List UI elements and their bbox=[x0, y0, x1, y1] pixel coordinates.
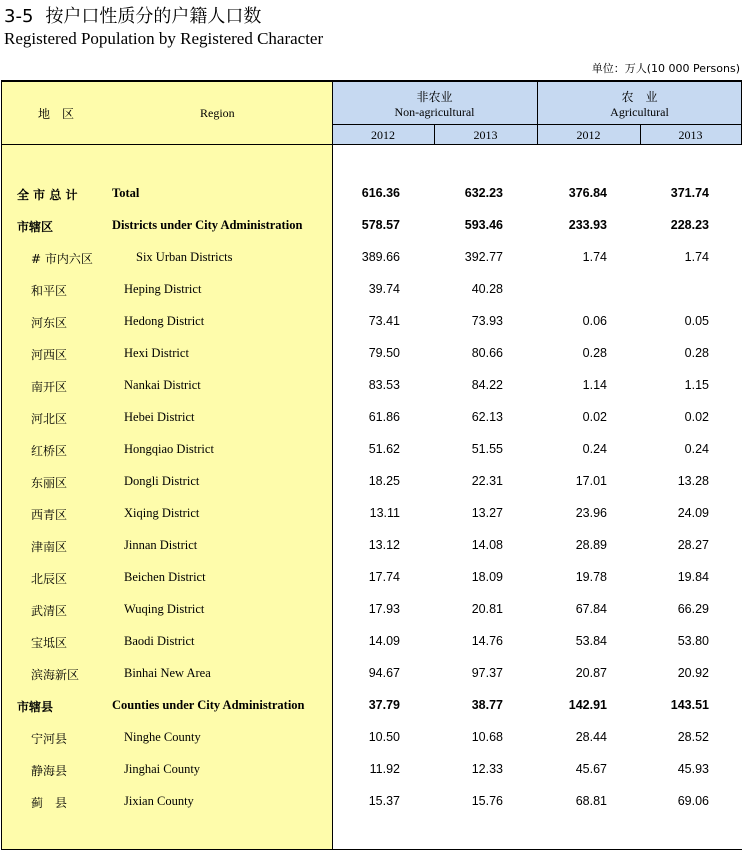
region-name-cn: 蓟 县 bbox=[31, 796, 68, 810]
table-row bbox=[1, 506, 742, 526]
region-name-en: Hedong District bbox=[124, 314, 205, 328]
table-row bbox=[1, 186, 742, 206]
value-cell: 14.09 bbox=[368, 634, 400, 648]
value-cell: 94.67 bbox=[368, 666, 400, 680]
region-name-en: Baodi District bbox=[124, 634, 195, 648]
table-row bbox=[1, 218, 742, 238]
year-header: 2013 bbox=[473, 128, 498, 142]
region-name-cn: # 市内六区 bbox=[31, 252, 93, 266]
value-cell: 51.62 bbox=[368, 442, 400, 456]
value-cell: 15.76 bbox=[471, 794, 503, 808]
value-cell: 20.87 bbox=[575, 666, 607, 680]
region-name-cn: 河北区 bbox=[31, 412, 68, 426]
value-cell: 0.24 bbox=[684, 442, 709, 456]
region-name-cn: 静海县 bbox=[31, 764, 68, 778]
value-cell: 1.15 bbox=[684, 378, 709, 392]
table-row bbox=[1, 282, 742, 302]
region-name-en: Wuqing District bbox=[124, 602, 205, 616]
value-cell: 0.02 bbox=[582, 410, 607, 424]
value-cell: 80.66 bbox=[471, 346, 503, 360]
value-cell: 73.41 bbox=[368, 314, 400, 328]
region-name-en: Nankai District bbox=[124, 378, 201, 392]
value-cell: 18.09 bbox=[471, 570, 503, 584]
value-cell: 28.44 bbox=[575, 730, 607, 744]
value-cell: 28.52 bbox=[677, 730, 709, 744]
value-cell: 11.92 bbox=[369, 762, 400, 776]
value-cell: 17.01 bbox=[575, 474, 607, 488]
value-cell: 18.25 bbox=[368, 474, 400, 488]
value-cell: 143.51 bbox=[670, 698, 709, 712]
region-name-en: Dongli District bbox=[124, 474, 200, 488]
unit-label: 单位：万人(10 000 Persons) bbox=[591, 62, 740, 75]
value-cell: 13.27 bbox=[471, 506, 503, 520]
value-cell: 578.57 bbox=[361, 218, 400, 232]
value-cell: 0.06 bbox=[582, 314, 607, 328]
region-name-en: Hexi District bbox=[124, 346, 189, 360]
value-cell: 51.55 bbox=[471, 442, 503, 456]
table-row bbox=[1, 730, 742, 750]
value-cell: 0.28 bbox=[684, 346, 709, 360]
value-cell: 0.24 bbox=[582, 442, 607, 456]
value-cell: 228.23 bbox=[670, 218, 709, 232]
region-name-cn: 河西区 bbox=[31, 348, 68, 362]
region-name-en: Beichen District bbox=[124, 570, 206, 584]
value-cell: 12.33 bbox=[471, 762, 503, 776]
table-row bbox=[1, 538, 742, 558]
value-cell: 79.50 bbox=[368, 346, 400, 360]
value-cell: 39.74 bbox=[368, 282, 400, 296]
region-name-cn: 西青区 bbox=[31, 508, 68, 522]
region-name-cn: 红桥区 bbox=[31, 444, 68, 458]
value-cell: 83.53 bbox=[368, 378, 400, 392]
value-cell: 17.74 bbox=[368, 570, 400, 584]
value-cell: 61.86 bbox=[368, 410, 400, 424]
table-row bbox=[1, 570, 742, 590]
value-cell: 38.77 bbox=[471, 698, 503, 712]
value-cell: 15.37 bbox=[368, 794, 400, 808]
table-row bbox=[1, 794, 742, 814]
value-cell: 37.79 bbox=[368, 698, 400, 712]
value-cell: 53.80 bbox=[677, 634, 709, 648]
region-name-cn: 宁河县 bbox=[31, 732, 68, 746]
value-cell: 62.13 bbox=[471, 410, 503, 424]
value-cell: 1.74 bbox=[582, 250, 607, 264]
region-name-cn: 宝坻区 bbox=[31, 636, 68, 650]
table-title-cn-text: 按户口性质分的户籍人口数 bbox=[45, 6, 262, 27]
region-name-en: Ninghe County bbox=[124, 730, 201, 744]
region-header-en: Region bbox=[200, 106, 235, 120]
value-cell: 0.02 bbox=[684, 410, 709, 424]
value-cell: 371.74 bbox=[670, 186, 709, 200]
value-cell: 389.66 bbox=[361, 250, 400, 264]
value-cell: 20.81 bbox=[471, 602, 503, 616]
agri-header-cn: 农 业 bbox=[621, 90, 658, 104]
table-row bbox=[1, 442, 742, 462]
region-name-en: Jixian County bbox=[124, 794, 194, 808]
table-row bbox=[1, 474, 742, 494]
table-row bbox=[1, 378, 742, 398]
table-row bbox=[1, 410, 742, 430]
value-cell: 13.28 bbox=[677, 474, 709, 488]
region-name-cn: 滨海新区 bbox=[31, 668, 80, 682]
value-cell: 14.76 bbox=[471, 634, 503, 648]
region-name-en: Counties under City Administration bbox=[112, 698, 305, 712]
value-cell: 142.91 bbox=[568, 698, 607, 712]
value-cell: 22.31 bbox=[471, 474, 503, 488]
value-cell: 376.84 bbox=[568, 186, 607, 200]
value-cell: 0.05 bbox=[684, 314, 709, 328]
region-name-cn: 河东区 bbox=[31, 316, 68, 330]
value-cell: 593.46 bbox=[464, 218, 503, 232]
agri-header-en: Agricultural bbox=[610, 105, 669, 119]
nonagri-header-cn: 非农业 bbox=[416, 90, 453, 104]
table-title-cn bbox=[4, 2, 261, 28]
value-cell: 14.08 bbox=[471, 538, 503, 552]
value-cell: 1.74 bbox=[684, 250, 709, 264]
region-name-cn: 市辖县 bbox=[17, 700, 54, 714]
year-header: 2013 bbox=[678, 128, 703, 142]
value-cell: 97.37 bbox=[471, 666, 503, 680]
table-row bbox=[1, 314, 742, 334]
nonagri-header-en: Non-agricultural bbox=[394, 105, 475, 119]
table-row bbox=[1, 250, 742, 270]
table-title-en: Registered Population by Registered Character bbox=[4, 29, 324, 48]
value-cell: 28.89 bbox=[575, 538, 607, 552]
value-cell: 66.29 bbox=[677, 602, 709, 616]
region-name-en: Jinghai County bbox=[124, 762, 201, 776]
value-cell: 19.78 bbox=[575, 570, 607, 584]
region-header-cn: 地 区 bbox=[38, 107, 75, 121]
value-cell: 0.28 bbox=[582, 346, 607, 360]
value-cell: 616.36 bbox=[361, 186, 400, 200]
value-cell: 67.84 bbox=[575, 602, 607, 616]
region-name-cn: 津南区 bbox=[31, 540, 68, 554]
value-cell: 20.92 bbox=[677, 666, 709, 680]
value-cell: 632.23 bbox=[464, 186, 503, 200]
region-name-cn: 全 市 总 计 bbox=[17, 188, 78, 202]
header-bottom-rule bbox=[1, 144, 742, 145]
region-name-en: Total bbox=[112, 186, 140, 200]
value-cell: 10.50 bbox=[368, 730, 400, 744]
region-name-cn: 南开区 bbox=[31, 380, 68, 394]
year-header: 2012 bbox=[371, 128, 395, 142]
region-name-en: Jinnan District bbox=[124, 538, 198, 552]
value-cell: 17.93 bbox=[368, 602, 400, 616]
value-cell: 68.81 bbox=[575, 794, 607, 808]
region-name-en: Hongqiao District bbox=[124, 442, 214, 456]
year-header: 2012 bbox=[576, 128, 601, 142]
region-name-en: Hebei District bbox=[124, 410, 195, 424]
value-cell: 40.28 bbox=[471, 282, 503, 296]
value-cell: 19.84 bbox=[677, 570, 709, 584]
table-row bbox=[1, 634, 742, 654]
value-cell: 45.67 bbox=[575, 762, 607, 776]
table-row bbox=[1, 602, 742, 622]
table-row bbox=[1, 346, 742, 366]
value-cell: 10.68 bbox=[471, 730, 503, 744]
region-name-cn: 和平区 bbox=[31, 284, 68, 298]
region-name-cn: 东丽区 bbox=[31, 476, 68, 490]
value-cell: 13.12 bbox=[368, 538, 400, 552]
region-name-en: Heping District bbox=[124, 282, 202, 296]
region-name-en: Six Urban Districts bbox=[136, 250, 233, 264]
value-cell: 392.77 bbox=[464, 250, 503, 264]
table-row bbox=[1, 698, 742, 718]
region-name-cn: 武清区 bbox=[31, 604, 68, 618]
value-cell: 28.27 bbox=[677, 538, 709, 552]
region-name-en: Binhai New Area bbox=[124, 666, 211, 680]
region-name-en: Xiqing District bbox=[124, 506, 200, 520]
value-cell: 233.93 bbox=[568, 218, 607, 232]
region-name-en: Districts under City Administration bbox=[112, 218, 303, 232]
table-row bbox=[1, 762, 742, 782]
value-cell: 13.11 bbox=[369, 506, 400, 520]
table-number: 3-5 bbox=[4, 6, 34, 27]
top-rule bbox=[1, 80, 742, 82]
value-cell: 24.09 bbox=[677, 506, 709, 520]
value-cell: 1.14 bbox=[582, 378, 607, 392]
value-cell: 45.93 bbox=[677, 762, 709, 776]
region-name-cn: 市辖区 bbox=[17, 220, 54, 234]
value-cell: 73.93 bbox=[471, 314, 503, 328]
table-row bbox=[1, 666, 742, 686]
value-cell: 23.96 bbox=[575, 506, 607, 520]
value-cell: 53.84 bbox=[575, 634, 607, 648]
region-name-cn: 北辰区 bbox=[31, 572, 68, 586]
value-cell: 84.22 bbox=[471, 378, 503, 392]
value-cell: 69.06 bbox=[677, 794, 709, 808]
